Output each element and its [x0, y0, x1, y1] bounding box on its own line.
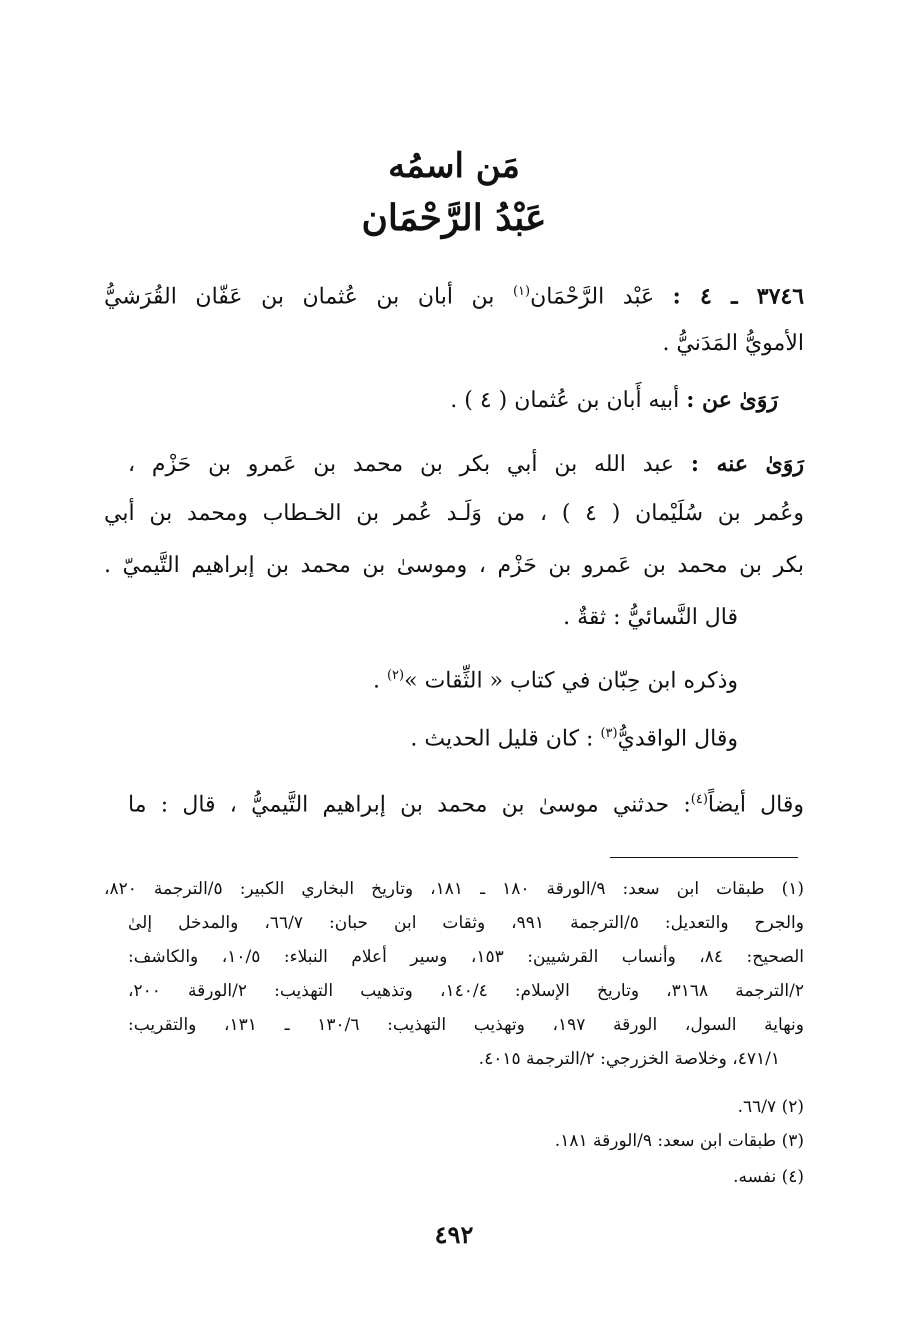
ibn-hibban-text: وذكره ابن حِبّان في كتاب « الثِّقات » — [404, 668, 738, 694]
section-heading-line1: مَن اسمُه — [388, 146, 520, 186]
waqidi-text: وقال الواقديُّ — [617, 726, 738, 752]
entry-line-2: الأمويُّ المَدَنيُّ . — [662, 331, 804, 356]
entry-lineage: بن أبان بن عُثمان بن عَفّان القُرَشيُّ — [104, 284, 495, 310]
footnote-ref-2: (٢) — [386, 668, 405, 683]
narrators-line-3: بكر بن محمد بن عَمرو بن حَزْم ، وموسىٰ بن محمد بن إبراهيم التَّيميّ . — [104, 553, 804, 578]
also-saying: : حدثني موسىٰ بن محمد بن إبراهيم التَّيميُّ ، قال : ما — [128, 792, 691, 818]
statement-waqidi — [38, 714, 738, 759]
footnote-2: (٢) ٦٦/٧. — [737, 1097, 804, 1117]
footnote-divider — [610, 857, 798, 858]
entry-name: عَبْد الرَّحْمَان — [530, 284, 655, 310]
footnote-ref-1: (١) — [512, 284, 531, 299]
statement-ibn-hibban — [38, 656, 738, 701]
footnote-1-line-1: (١) طبقات ابن سعد: ٩/الورقة ١٨٠ ـ ١٨١، وتاريخ البخاري الكبير: ٥/الترجمة ٨٢٠، — [104, 879, 804, 899]
waqidi-saying: : كان قليل الحديث . — [410, 726, 601, 752]
section-heading-line2: عَبْدُ الرَّحْمَان — [361, 197, 547, 239]
entry-number: ٣٧٤٦ ـ ٤ : — [672, 283, 805, 310]
footnote-1-line-2: والجرح والتعديل: ٥/الترجمة ٩٩١، وثقات ابن حبان: ٦٦/٧، والمدخل إلىٰ — [128, 913, 804, 933]
footnote-ref-4: (٤) — [690, 792, 708, 807]
narrators-text-1: عبد الله بن أبي بكر بن محمد بن عَمرو بن حَزْم ، — [128, 452, 675, 477]
footnote-1-line-4: ٢/الترجمة ٣١٦٨، وتاريخ الإسلام: ١٤٠/٤، وتذهيب التهذيب: ٢/الورقة ٢٠٠، — [128, 981, 805, 1001]
also-text: وقال أيضاً — [707, 792, 804, 818]
ibn-hibban-end: . — [372, 668, 387, 694]
footnote-4: (٤) نفسه. — [733, 1167, 804, 1187]
page-number: ٤٩٢ — [434, 1220, 474, 1249]
statement-nasai: قال النَّسائيُّ : ثقةٌ . — [563, 605, 738, 630]
narrators-line-1 — [128, 444, 804, 485]
footnote-1-line-3: الصحيح: ٨٤، وأنساب القرشيين: ١٥٣، وسير أعلام النبلاء: ١٠/٥، والكاشف: — [128, 947, 804, 967]
narrators-label: رَوَىٰ عنه : — [690, 451, 805, 477]
narrators-line-2: وعُمر بن سُلَيْمان ( ٤ ) ، من وَلَـد عُمر بن الخـطاب ومحمد بن أبي — [104, 501, 805, 526]
narrated-from-line — [78, 380, 778, 421]
entry-line-1 — [104, 272, 804, 317]
footnote-1-line-6: ٤٧١/١، وخلاصة الخزرجي: ٢/الترجمة ٤٠١٥. — [478, 1049, 780, 1069]
statement-also — [128, 780, 804, 825]
footnote-1-line-5: ونهاية السول، الورقة ١٩٧، وتهذيب التهذيب: ١٣٠/٦ ـ ١٣١، والتقريب: — [128, 1015, 804, 1035]
footnote-3: (٣) طبقات ابن سعد: ٩/الورقة ١٨١. — [554, 1131, 804, 1151]
narrated-from-text: أبيه أَبان بن عُثمان ( ٤ ) . — [450, 388, 680, 413]
narrated-from-label: رَوَىٰ عن : — [686, 387, 778, 413]
footnote-ref-3: (٣) — [600, 726, 618, 741]
